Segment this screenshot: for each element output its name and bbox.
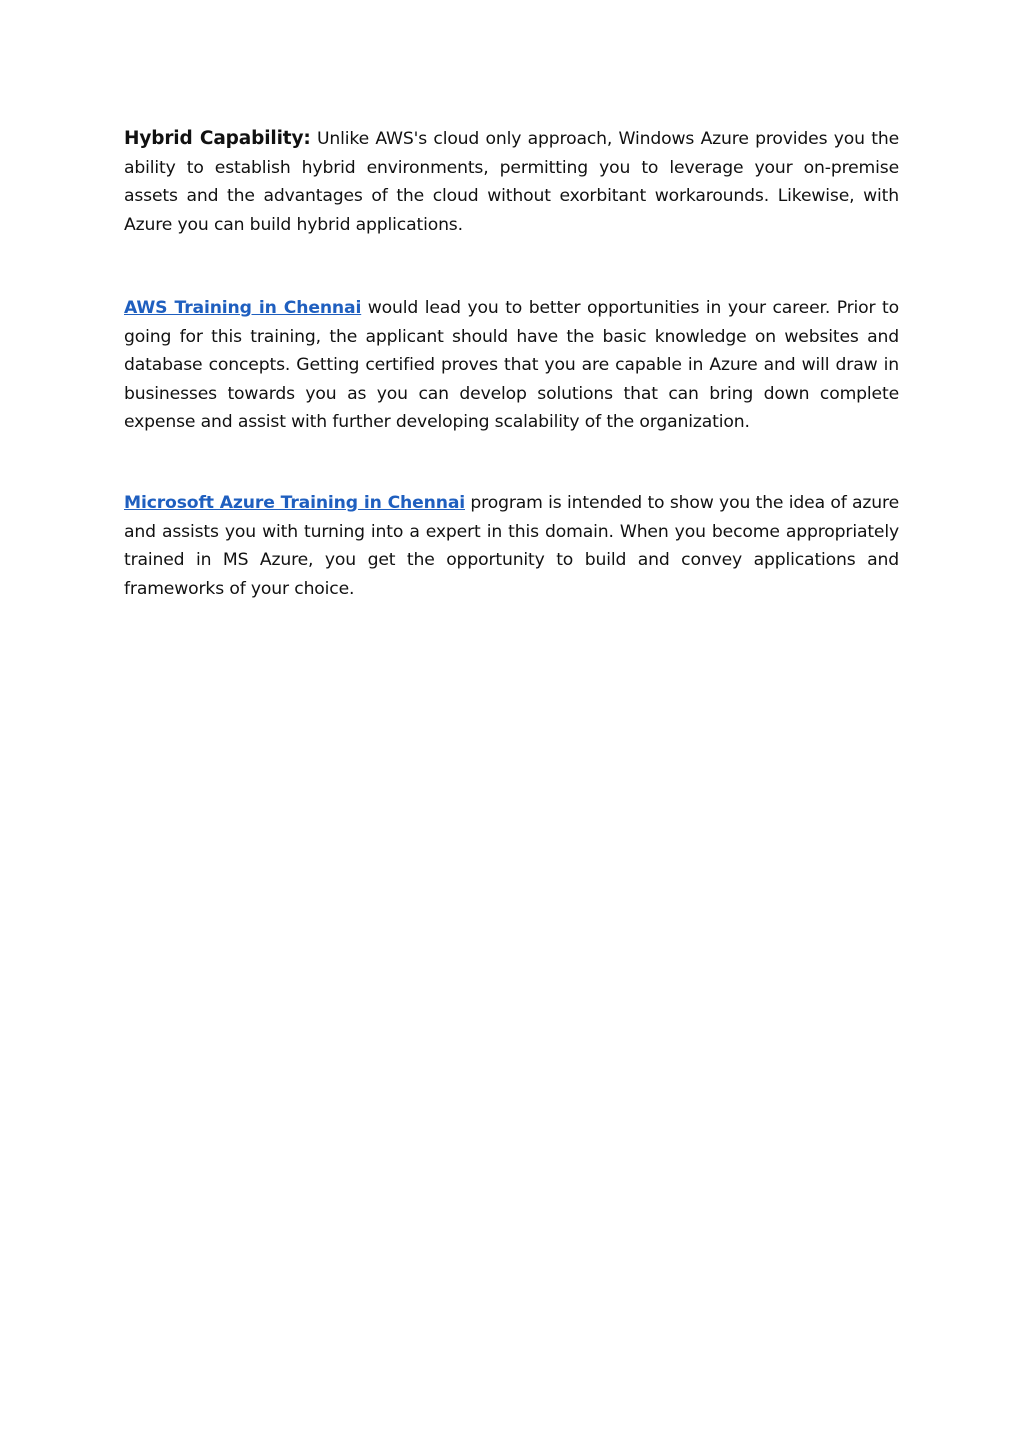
paragraph-hybrid-capability <box>124 125 899 239</box>
paragraph-azure-training <box>124 489 899 603</box>
azure-training-text: program is intended to show you the idea of azure and assists you with turning into a expert in this domain. When you become appropriately trained in MS Azure, you get the opportunity to build and convey applications and frameworks of your choice. <box>124 493 900 599</box>
aws-training-text: would lead you to better opportunities in your career. Prior to going for this training, the applicant should have the basic knowledge on websites and database concepts. Getting certified proves that you are capable in Azure and will draw in businesses towards you as you can develop solutions that can bring down complete expense and assist with further developing scalability of the organization. <box>124 298 899 433</box>
aws-training-link[interactable]: AWS Training in Chennai <box>124 298 362 318</box>
azure-training-link[interactable]: Microsoft Azure Training in Chennai <box>124 493 466 513</box>
hybrid-capability-heading: Hybrid Capability: <box>124 128 311 149</box>
hybrid-capability-text: Unlike AWS's cloud only approach, Windows Azure provides you the ability to establish hybrid environments, permitting you to leverage your on-premise assets and the advantages of the cloud without exorbitant workarounds. Likewise, with Azure you can build hybrid applications. <box>124 129 900 235</box>
paragraph-aws-training <box>124 294 899 437</box>
